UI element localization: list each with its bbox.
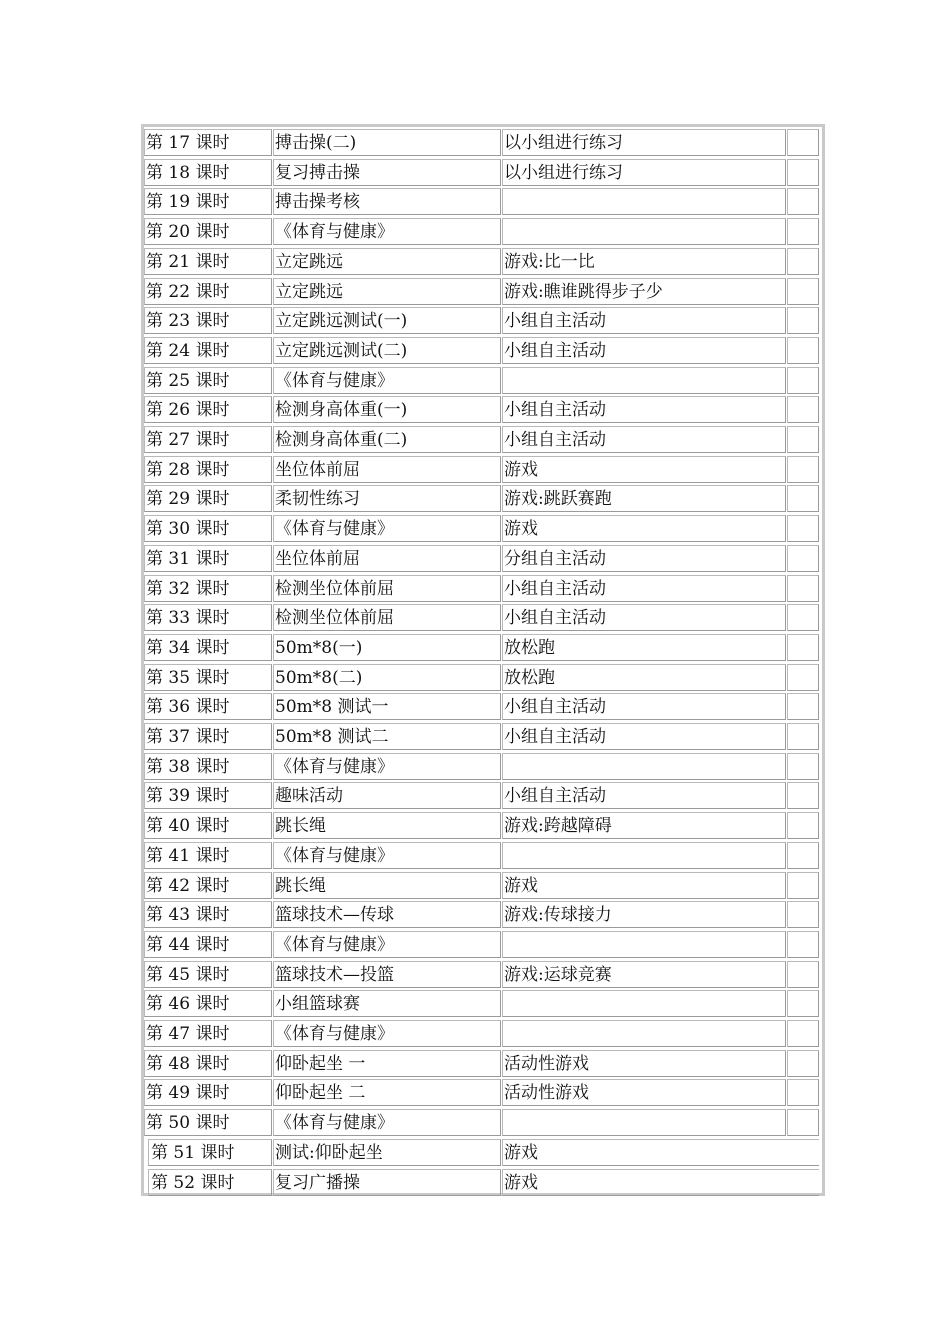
lesson-number-cell: 第 19 课时 xyxy=(144,188,272,215)
lesson-content-cell: 50m*8 测试一 xyxy=(273,693,501,720)
lesson-number-cell: 第 31 课时 xyxy=(144,545,272,572)
lesson-content-cell: 50m*8(一) xyxy=(273,634,501,661)
lesson-number-cell: 第 17 课时 xyxy=(144,129,272,156)
lesson-number-cell: 第 24 课时 xyxy=(144,337,272,364)
lesson-number-cell: 第 40 课时 xyxy=(144,812,272,839)
lesson-number-cell: 第 42 课时 xyxy=(144,872,272,899)
lesson-number-cell: 第 45 课时 xyxy=(144,961,272,988)
lesson-activity-cell xyxy=(502,990,786,1017)
schedule-table xyxy=(141,124,825,1196)
lesson-activity-cell: 以小组进行练习 xyxy=(502,129,786,156)
lesson-activity-cell: 游戏 xyxy=(502,515,786,542)
lesson-content-cell: 搏击操(二) xyxy=(273,129,501,156)
lesson-activity-cell: 游戏 xyxy=(502,456,786,483)
lesson-content-cell: 立定跳远测试(二) xyxy=(273,337,501,364)
lesson-number-cell: 第 29 课时 xyxy=(144,485,272,512)
lesson-content-cell: 50m*8(二) xyxy=(273,664,501,691)
lesson-number-cell: 第 44 课时 xyxy=(144,931,272,958)
lesson-number-cell: 第 25 课时 xyxy=(144,367,272,394)
lesson-number-cell: 第 49 课时 xyxy=(144,1079,272,1106)
lesson-content-cell: 仰卧起坐 一 xyxy=(273,1050,501,1077)
lesson-activity-cell: 小组自主活动 xyxy=(502,307,786,334)
empty-cell xyxy=(787,842,819,869)
lesson-number-cell: 第 37 课时 xyxy=(144,723,272,750)
lesson-activity-cell xyxy=(502,1020,786,1047)
lesson-content-cell: 《体育与健康》 xyxy=(273,1020,501,1047)
lesson-activity-cell: 放松跑 xyxy=(502,634,786,661)
lesson-content-cell: 50m*8 测试二 xyxy=(273,723,501,750)
lesson-number-cell: 第 18 课时 xyxy=(144,159,272,186)
lesson-activity-cell: 游戏 xyxy=(502,1139,819,1166)
lesson-activity-cell xyxy=(502,218,786,245)
empty-cell xyxy=(787,931,819,958)
lesson-content-cell: 《体育与健康》 xyxy=(273,367,501,394)
lesson-activity-cell: 活动性游戏 xyxy=(502,1079,786,1106)
lesson-content-cell: 检测坐位体前屈 xyxy=(273,604,501,631)
lesson-activity-cell: 游戏:跳跃赛跑 xyxy=(502,485,786,512)
lesson-activity-cell xyxy=(502,188,786,215)
lesson-number-cell: 第 22 课时 xyxy=(144,278,272,305)
lesson-content-cell: 柔韧性练习 xyxy=(273,485,501,512)
empty-cell xyxy=(787,693,819,720)
empty-cell xyxy=(787,901,819,928)
lesson-content-cell: 《体育与健康》 xyxy=(273,1109,501,1136)
lesson-number-cell: 第 48 课时 xyxy=(144,1050,272,1077)
empty-cell xyxy=(787,545,819,572)
lesson-activity-cell: 小组自主活动 xyxy=(502,396,786,423)
lesson-number-cell: 第 39 课时 xyxy=(144,782,272,809)
lesson-activity-cell xyxy=(502,931,786,958)
lesson-number-cell: 第 33 课时 xyxy=(144,604,272,631)
empty-cell xyxy=(787,218,819,245)
lesson-activity-cell: 小组自主活动 xyxy=(502,693,786,720)
empty-cell xyxy=(787,664,819,691)
empty-cell xyxy=(787,159,819,186)
lesson-number-cell: 第 27 课时 xyxy=(144,426,272,453)
lesson-number-cell: 第 51 课时 xyxy=(148,1139,272,1166)
lesson-number-cell: 第 38 课时 xyxy=(144,753,272,780)
lesson-activity-cell: 游戏 xyxy=(502,872,786,899)
lesson-number-cell: 第 36 课时 xyxy=(144,693,272,720)
lesson-activity-cell xyxy=(502,367,786,394)
lesson-activity-cell xyxy=(502,1109,786,1136)
lesson-activity-cell: 小组自主活动 xyxy=(502,782,786,809)
lesson-number-cell: 第 47 课时 xyxy=(144,1020,272,1047)
empty-cell xyxy=(787,307,819,334)
lesson-content-cell: 复习搏击操 xyxy=(273,159,501,186)
lesson-activity-cell: 游戏:跨越障碍 xyxy=(502,812,786,839)
empty-cell xyxy=(787,1079,819,1106)
lesson-activity-cell: 游戏:比一比 xyxy=(502,248,786,275)
lesson-content-cell: 立定跳远 xyxy=(273,248,501,275)
lesson-number-cell: 第 50 课时 xyxy=(144,1109,272,1136)
lesson-content-cell: 小组篮球赛 xyxy=(273,990,501,1017)
lesson-content-cell: 检测身高体重(一) xyxy=(273,396,501,423)
lesson-content-cell: 检测坐位体前屈 xyxy=(273,575,501,602)
lesson-number-cell: 第 26 课时 xyxy=(144,396,272,423)
empty-cell xyxy=(787,515,819,542)
empty-cell xyxy=(787,1020,819,1047)
lesson-number-cell: 第 28 课时 xyxy=(144,456,272,483)
lesson-content-cell: 跳长绳 xyxy=(273,812,501,839)
lesson-number-cell: 第 41 课时 xyxy=(144,842,272,869)
empty-cell xyxy=(787,456,819,483)
lesson-content-cell: 篮球技术—传球 xyxy=(273,901,501,928)
empty-cell xyxy=(787,575,819,602)
lesson-activity-cell xyxy=(502,753,786,780)
lesson-activity-cell: 游戏:传球接力 xyxy=(502,901,786,928)
lesson-content-cell: 篮球技术—投篮 xyxy=(273,961,501,988)
lesson-content-cell: 复习广播操 xyxy=(273,1169,501,1196)
lesson-activity-cell: 小组自主活动 xyxy=(502,604,786,631)
empty-cell xyxy=(787,753,819,780)
lesson-number-cell: 第 35 课时 xyxy=(144,664,272,691)
empty-cell xyxy=(787,990,819,1017)
empty-cell xyxy=(787,1050,819,1077)
lesson-content-cell: 测试:仰卧起坐 xyxy=(273,1139,501,1166)
empty-cell xyxy=(787,278,819,305)
lesson-content-cell: 坐位体前屈 xyxy=(273,456,501,483)
lesson-number-cell: 第 34 课时 xyxy=(144,634,272,661)
lesson-content-cell: 坐位体前屈 xyxy=(273,545,501,572)
empty-cell xyxy=(787,367,819,394)
empty-cell xyxy=(787,634,819,661)
lesson-content-cell: 趣味活动 xyxy=(273,782,501,809)
empty-cell xyxy=(787,604,819,631)
lesson-number-cell: 第 23 课时 xyxy=(144,307,272,334)
lesson-content-cell: 《体育与健康》 xyxy=(273,218,501,245)
lesson-activity-cell: 小组自主活动 xyxy=(502,575,786,602)
empty-cell xyxy=(787,961,819,988)
lesson-content-cell: 检测身高体重(二) xyxy=(273,426,501,453)
lesson-number-cell: 第 30 课时 xyxy=(144,515,272,542)
lesson-activity-cell: 以小组进行练习 xyxy=(502,159,786,186)
lesson-activity-cell: 小组自主活动 xyxy=(502,337,786,364)
empty-cell xyxy=(787,248,819,275)
lesson-activity-cell: 游戏:瞧谁跳得步子少 xyxy=(502,278,786,305)
lesson-content-cell: 《体育与健康》 xyxy=(273,842,501,869)
lesson-number-cell: 第 52 课时 xyxy=(148,1169,272,1196)
lesson-content-cell: 仰卧起坐 二 xyxy=(273,1079,501,1106)
lesson-number-cell: 第 20 课时 xyxy=(144,218,272,245)
lesson-content-cell: 搏击操考核 xyxy=(273,188,501,215)
lesson-activity-cell: 分组自主活动 xyxy=(502,545,786,572)
empty-cell xyxy=(787,129,819,156)
lesson-content-cell: 跳长绳 xyxy=(273,872,501,899)
lesson-activity-cell xyxy=(502,842,786,869)
lesson-content-cell: 《体育与健康》 xyxy=(273,515,501,542)
lesson-activity-cell: 游戏 xyxy=(502,1169,819,1196)
lesson-content-cell: 《体育与健康》 xyxy=(273,753,501,780)
lesson-activity-cell: 小组自主活动 xyxy=(502,723,786,750)
empty-cell xyxy=(787,812,819,839)
lesson-content-cell: 立定跳远 xyxy=(273,278,501,305)
empty-cell xyxy=(787,1109,819,1136)
lesson-number-cell: 第 46 课时 xyxy=(144,990,272,1017)
lesson-number-cell: 第 32 课时 xyxy=(144,575,272,602)
empty-cell xyxy=(787,723,819,750)
lesson-content-cell: 立定跳远测试(一) xyxy=(273,307,501,334)
empty-cell xyxy=(787,782,819,809)
lesson-activity-cell: 活动性游戏 xyxy=(502,1050,786,1077)
lesson-number-cell: 第 43 课时 xyxy=(144,901,272,928)
lesson-content-cell: 《体育与健康》 xyxy=(273,931,501,958)
empty-cell xyxy=(787,485,819,512)
empty-cell xyxy=(787,426,819,453)
empty-cell xyxy=(787,872,819,899)
lesson-activity-cell: 游戏:运球竞赛 xyxy=(502,961,786,988)
lesson-number-cell: 第 21 课时 xyxy=(144,248,272,275)
lesson-activity-cell: 放松跑 xyxy=(502,664,786,691)
empty-cell xyxy=(787,188,819,215)
empty-cell xyxy=(787,337,819,364)
empty-cell xyxy=(787,396,819,423)
lesson-activity-cell: 小组自主活动 xyxy=(502,426,786,453)
